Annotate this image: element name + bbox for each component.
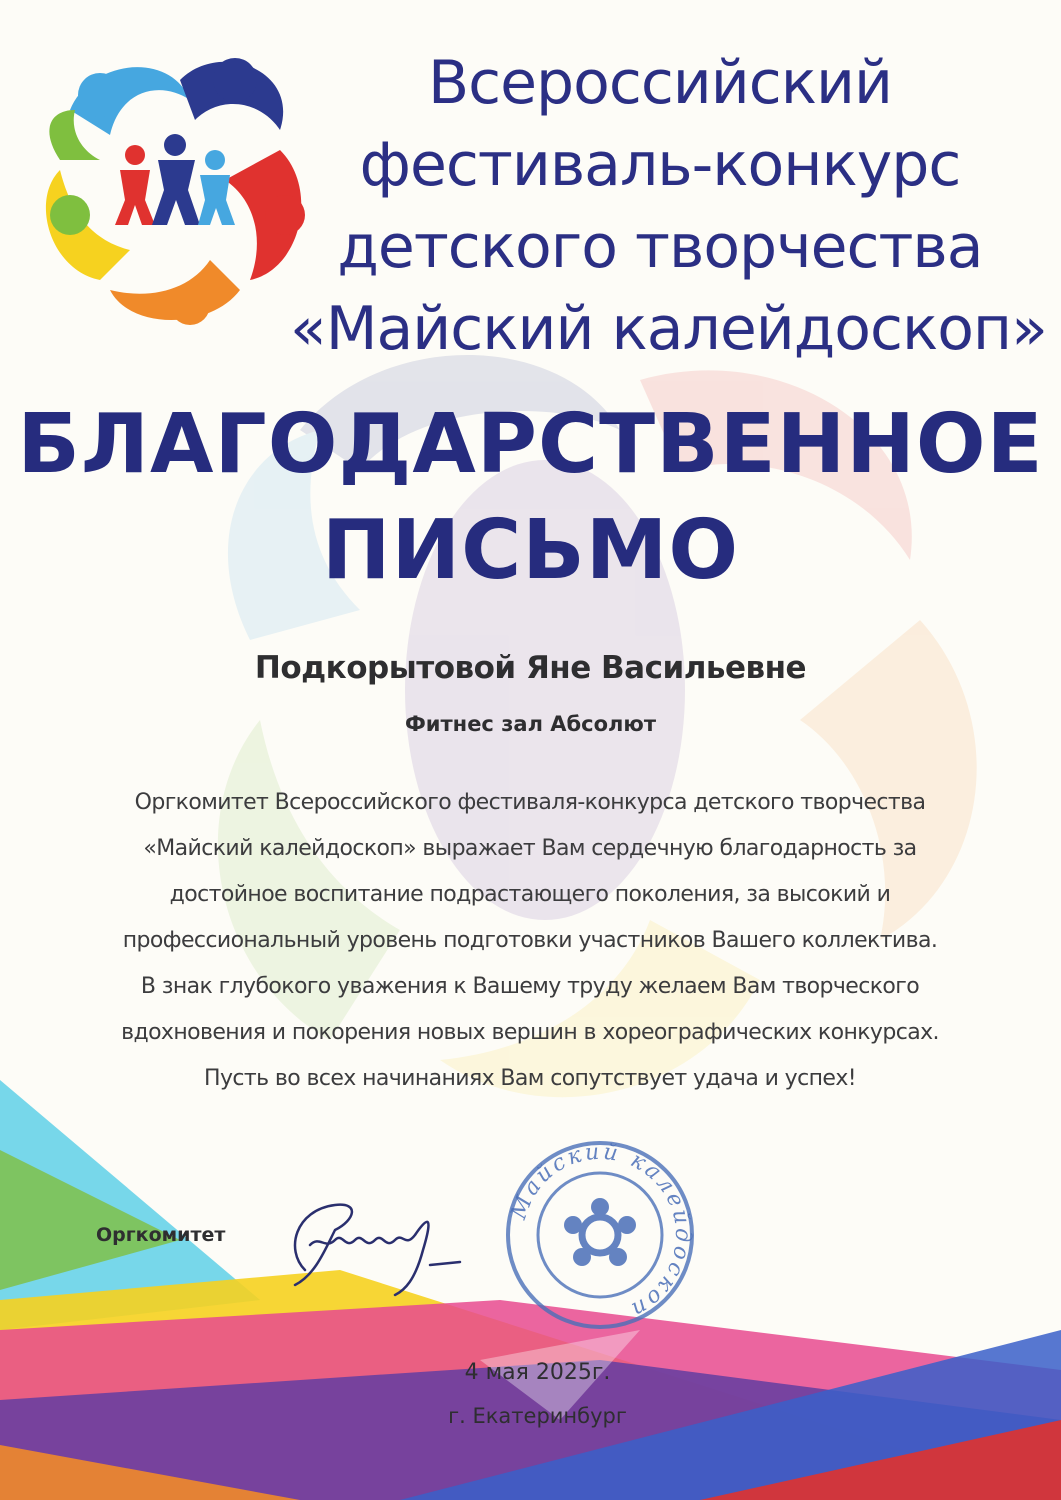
festival-stamp-icon [500,1135,700,1335]
body-line: В знак глубокого уважения к Вашему труду желаем Вам творческого [140,974,920,999]
kids-circle-logo-icon [30,40,310,330]
letter-date: 4 мая 2025г. [464,1360,611,1385]
festival-title-line-2: фестиваль-конкурс [359,130,961,200]
letter-body [60,780,1000,1102]
festival-title-line-1: Всероссийский [427,48,893,118]
body-line: Оргкомитет Всероссийского фестиваля-конкурса детского творчества [134,790,926,815]
body-line: «Майский калейдоскоп» выражает Вам сердечную благодарность за [143,836,917,861]
recipient-organization: Фитнес зал Абсолют [404,712,657,736]
document-heading [0,392,1061,604]
festival-title-line-3: детского творчества [337,212,983,282]
signature-label: Оргкомитет [96,1224,226,1246]
body-line: достойное воспитание подрастающего поколения, за высокий и [169,882,891,907]
document-heading-line-1: БЛАГОДАРСТВЕННОЕ [17,397,1044,492]
letter-city: г. Екатеринбург [448,1404,627,1428]
recipient-name: Подкорытовой Яне Васильевне [254,650,807,686]
document-heading-line-2: ПИСЬМО [321,503,740,598]
handwritten-signature-icon [265,1190,465,1300]
body-line: профессиональный уровень подготовки участников Вашего коллектива. [122,928,938,953]
festival-title-line-4: «Майский калейдоскоп» [290,294,1047,364]
festival-title [290,42,1047,370]
body-line: Пусть во всех начинаниях Вам сопутствует удача и успех! [204,1066,856,1091]
body-line: вдохновения и покорения новых вершин в хореографических конкурсах. [121,1020,939,1045]
svg-text:Майский калейдоскоп: Майский калейдоскоп [506,1139,696,1324]
